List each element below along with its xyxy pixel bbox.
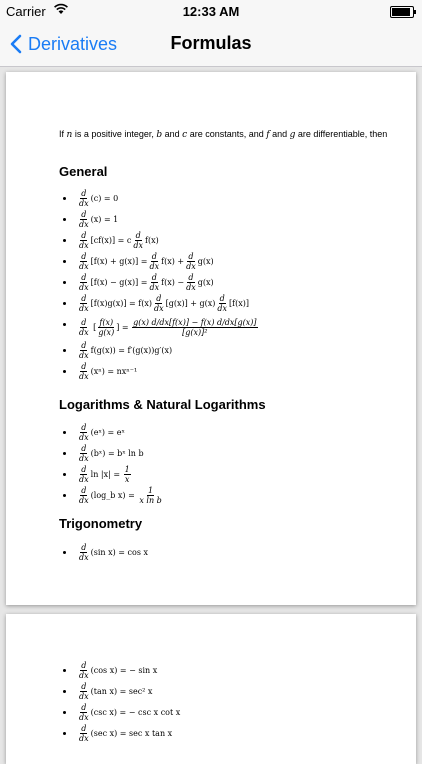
formula-item: $\frac{d}{dx}$ (tan x) = sec² x [59, 681, 180, 702]
formula-item: $\frac{d}{dx}$ [f(x) + g(x)] = $\frac{d}{dx}$ f(x) + $\frac{d}{dx}$ g(x) [59, 251, 259, 272]
trig-formula-list [59, 542, 148, 563]
formula-item: $\frac{d}{dx}$ (csc x) = − csc x cot x [59, 702, 180, 723]
trig-formula-list-continued [59, 660, 180, 744]
log-formula-list [59, 422, 164, 506]
formula-item: $\frac{d}{dx}$ [ $\frac{f(x)}{g(x)}$ ] = $\frac{g(x) d/dx[f(x)] - f(x) d/dx[g(x)]}{\text{[g(x)]²}}$ [59, 314, 259, 340]
formula-item: $\frac{d}{dx}$ (log_b x) = $\frac{1}{\text{x ln b}}$ [59, 485, 164, 506]
carrier-label: Carrier [6, 4, 46, 19]
formula-item: $\frac{d}{dx}$ (xⁿ) = nxⁿ⁻¹ [59, 361, 259, 382]
formula-item: $\frac{d}{dx}$ [f(x)g(x)] = f(x) $\frac{d}{dx}$ [g(x)] + g(x) $\frac{d}{dx}$ [f(x)] [59, 293, 259, 314]
formula-item: $\frac{d}{dx}$ (bˣ) = bˣ ln b [59, 443, 164, 464]
intro-text: If n is a positive integer, b and c are constants, and f and g are differentiable, then [59, 129, 388, 140]
formula-item: $\frac{d}{dx}$ [f(x) − g(x)] = $\frac{d}{dx}$ f(x) − $\frac{d}{dx}$ g(x) [59, 272, 259, 293]
document-page-1 [6, 72, 416, 605]
formula-item: $\frac{d}{dx}$ (sin x) = cos x [59, 542, 148, 563]
battery-icon [390, 6, 414, 18]
formula-item: $\frac{d}{dx}$ ln |x| = $\frac{1}{x}$ [59, 464, 164, 485]
document-page-2 [6, 614, 416, 764]
formula-item: $\frac{d}{dx}$ (eˣ) = eˣ [59, 422, 164, 443]
page-title: Formulas [170, 33, 252, 53]
status-bar [0, 0, 422, 22]
status-time: 12:33 AM [182, 4, 240, 19]
formula-item: $\frac{d}{dx}$ (x) = 1 [59, 209, 259, 230]
back-label: Derivatives [28, 33, 118, 54]
section-heading-logarithms: Logarithms & Natural Logarithms [59, 397, 266, 412]
formula-item: $\frac{d}{dx}$ (sec x) = sec x tan x [59, 723, 180, 744]
formula-item: $\frac{d}{dx}$ [cf(x)] = c $\frac{d}{dx}$ f(x) [59, 230, 259, 251]
section-heading-trigonometry: Trigonometry [59, 516, 143, 531]
general-formula-list [59, 188, 259, 382]
section-heading-general: General [59, 164, 108, 179]
formula-item: $\frac{d}{dx}$ f(g(x)) = f′(g(x))g′(x) [59, 340, 259, 361]
formula-item: $\frac{d}{dx}$ (c) = 0 [59, 188, 259, 209]
navigation-bar [0, 22, 422, 67]
formula-item: $\frac{d}{dx}$ (cos x) = − sin x [59, 660, 180, 681]
